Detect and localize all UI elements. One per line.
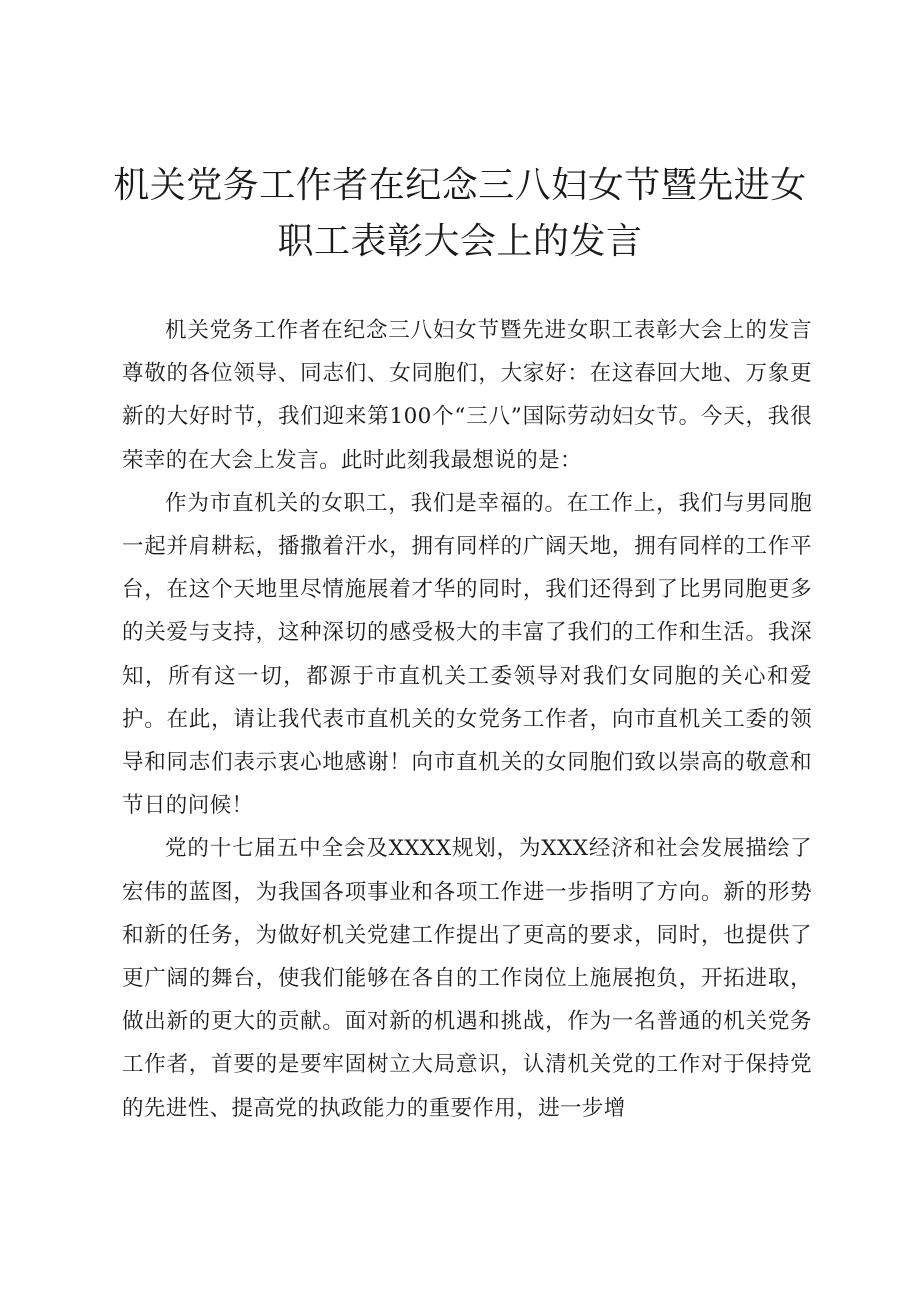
document-body bbox=[122, 309, 812, 1130]
paragraph-2: 作为市直机关的女职工，我们是幸福的。在工作上，我们与男同胞一起并肩耕耘，播撒着汗水，拥有同样的广阔天地，拥有同样的工作平台，在这个天地里尽情施展着才华的同时，我们还得到了比男同胞更多的关爱与支持，这种深切的感受极大的丰富了我们的工作和生活。我深知，所有这一切，都源于市直机关工委领导对我们女同胞的关心和爱护。在此，请让我代表市直机关的女党务工作者，向市直机关工委的领导和同志们表示衷心地感谢！向市直机关的女同胞们致以崇高的敬意和节日的问候！ bbox=[122, 490, 812, 819]
paragraph-3: 党的十七届五中全会及XXXX规划，为XXX经济和社会发展描绘了宏伟的蓝图，为我国各项事业和各项工作进一步指明了方向。新的形势和新的任务，为做好机关党建工作提出了更高的要求，同时，也提供了更广阔的舞台，使我们能够在各自的工作岗位上施展抱负，开拓进取，做出新的更大的贡献。面对新的机遇和挑战，作为一名普通的机关党务工作者，首要的是要牢固树立大局意识，认清机关党的工作对于保持党的先进性、提高党的执政能力的重要作用，进一步增 bbox=[122, 836, 812, 1121]
paragraph-1: 机关党务工作者在纪念三八妇女节暨先进女职工表彰大会上的发言尊敬的各位领导、同志们、女同胞们，大家好：在这春回大地、万象更新的大好时节，我们迎来第100个“三八”国际劳动妇女节。今天，我很荣幸的在大会上发言。此时此刻我最想说的是： bbox=[122, 318, 812, 473]
document-title: 机关党务工作者在纪念三八妇女节暨先进女职工表彰大会上的发言 bbox=[113, 165, 807, 262]
